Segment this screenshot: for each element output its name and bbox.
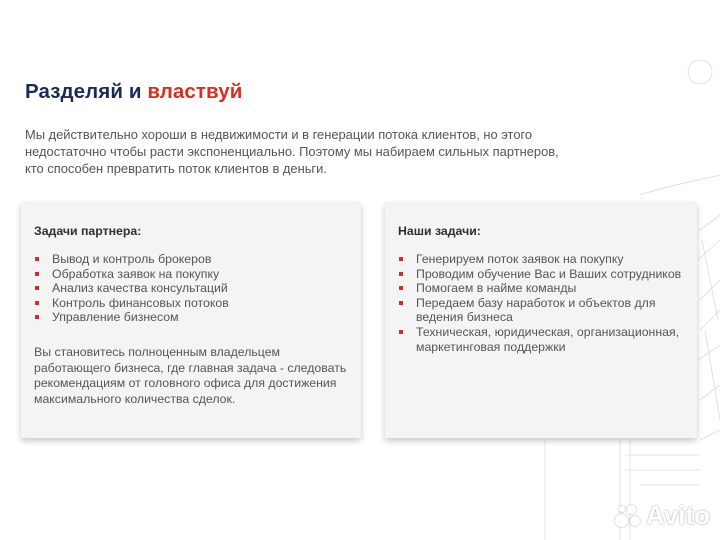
bullet-icon: [35, 286, 39, 290]
list-item: Обработка заявок на покупку: [34, 267, 347, 282]
bullet-icon: [35, 301, 39, 305]
our-tasks-card: [385, 202, 697, 438]
bullet-icon: [399, 301, 403, 305]
intro-paragraph: Мы действительно хороши в недвижимости и в генерации потока клиентов, но этого недостаточно чтобы расти экспоненциально. Поэтому мы набираем сильных партнеров, кто способен превратить поток клиентов в деньги.: [25, 127, 559, 176]
avito-label: Avito: [646, 500, 711, 530]
list-item: Вывод и контроль брокеров: [34, 252, 347, 267]
title-accent: властвуй: [147, 80, 243, 103]
list-item: Помогаем в найме команды: [398, 281, 683, 296]
partner-tasks-list: [34, 252, 347, 325]
avito-watermark: [613, 500, 710, 531]
partner-tasks-card: [21, 202, 361, 438]
bullet-icon: [35, 272, 39, 276]
bullet-icon: [399, 330, 403, 334]
list-item: Проводим обучение Вас и Ваших сотрудников: [398, 267, 683, 282]
bullet-icon: [35, 257, 39, 261]
bullet-icon: [399, 257, 403, 261]
list-item: Контроль финансовых потоков: [34, 296, 347, 311]
bullet-icon: [399, 286, 403, 290]
list-item: Управление бизнесом: [34, 310, 347, 325]
partner-tasks-heading: Задачи партнера:: [34, 224, 142, 238]
bullet-icon: [399, 272, 403, 276]
title-main: Разделяй и: [25, 80, 148, 103]
our-tasks-list: [398, 252, 683, 354]
avito-logo-icon: [613, 502, 643, 530]
list-item: Передаем базу наработок и объектов для ведения бизнеса: [398, 296, 683, 325]
bullet-icon: [35, 315, 39, 319]
partner-summary-paragraph: Вы становитесь полноценным владельцем работающего бизнеса, где главная задача - следовать рекомендациям от головного офиса для достижения максимального количества сделок.: [34, 344, 347, 406]
list-item: Анализ качества консультаций: [34, 281, 347, 296]
list-item: Техническая, юридическая, организационная, маркетинговая поддержки: [398, 325, 683, 354]
list-item: Генерируем поток заявок на покупку: [398, 252, 683, 267]
our-tasks-heading: Наши задачи:: [398, 224, 481, 238]
page-title: [25, 80, 242, 104]
